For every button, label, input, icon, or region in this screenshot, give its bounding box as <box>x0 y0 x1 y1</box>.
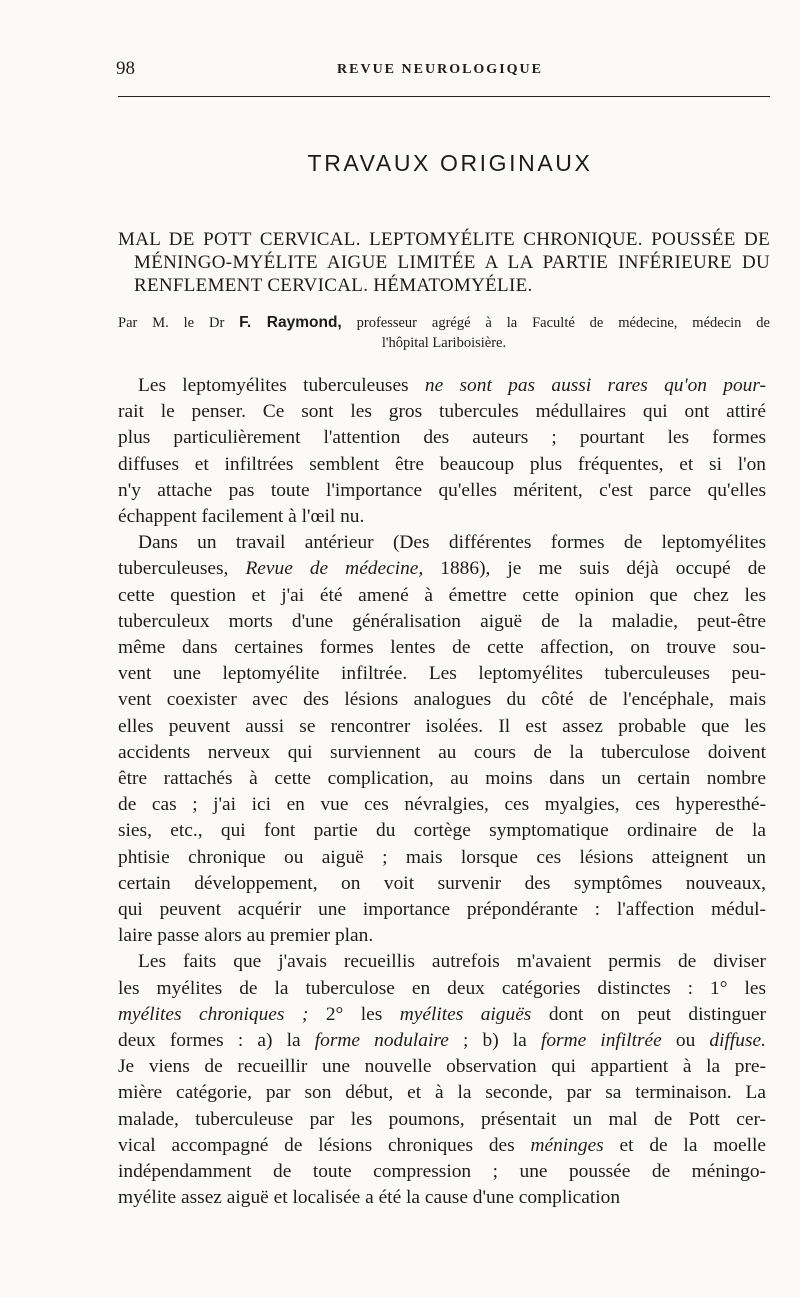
text-segment: plus particulièrement l'attention des auteurs ; pourtant les formes <box>118 427 766 449</box>
text-segment: et de la moelle <box>603 1134 766 1156</box>
text-line <box>118 871 766 897</box>
text-segment: phtisie chronique ou aiguë ; mais lorsque ces lésions atteignent un <box>118 846 766 868</box>
text-line <box>118 897 766 923</box>
article-title <box>118 228 770 297</box>
italic-text: myélites aiguës <box>399 1003 532 1025</box>
text-segment: n'y attache pas toute l'importance qu'elles méritent, c'est parce qu'elles <box>118 479 766 501</box>
text-segment: malade, tuberculeuse par les poumons, présentait un mal de Pott cer- <box>118 1108 766 1130</box>
article-title-line: RENFLEMENT CERVICAL. HÉMATOMYÉLIE. <box>134 275 533 296</box>
text-line <box>118 1002 766 1028</box>
text-segment: les myélites de la tuberculose en deux catégories distinctes : 1° les <box>118 977 766 999</box>
text-line <box>118 530 766 556</box>
text-line <box>118 923 766 949</box>
text-segment: échappent facilement à l'œil nu. <box>118 506 365 528</box>
author-affiliation: professeur agrégé à la Faculté de médecine, médecin de <box>341 315 770 331</box>
text-line <box>118 740 766 766</box>
text-segment: ou <box>661 1030 710 1052</box>
text-segment: accidents nerveux qui surviennent au cours de la tuberculose doivent <box>118 741 766 763</box>
text-segment: vical accompagné de lésions chroniques des <box>118 1134 531 1156</box>
text-segment: deux formes : a) la <box>118 1030 315 1052</box>
text-line <box>118 1054 766 1080</box>
text-segment: tuberculeuses, <box>118 558 246 580</box>
text-segment: être rattachés à cette complication, au moins dans un certain nombre <box>118 768 766 790</box>
text-segment: Les faits que j'avais recueillis autrefois m'avaient permis de diviser <box>138 951 766 973</box>
italic-text: forme infiltrée <box>540 1030 662 1052</box>
text-line <box>118 452 766 478</box>
text-segment: certain développement, on voit survenir des symptômes nouveaux, <box>118 872 766 894</box>
text-line <box>118 949 766 975</box>
article-title-line: MAL DE POTT CERVICAL. LEPTOMYÉLITE CHRONIQUE. POUSSÉE DE <box>118 229 770 250</box>
paragraph <box>118 373 766 530</box>
text-line <box>118 1185 766 1211</box>
text-line <box>118 1107 766 1133</box>
text-line <box>118 1133 766 1159</box>
text-line <box>118 1159 766 1185</box>
text-line <box>118 425 766 451</box>
text-segment: myélite assez aiguë et localisée a été la cause d'une complication <box>118 1187 621 1209</box>
text-segment: rait le penser. Ce sont les gros tubercules médullaires qui ont attiré <box>118 401 766 423</box>
text-line <box>118 845 766 871</box>
text-segment: Dans un travail antérieur (Des différentes formes de leptomyélites <box>138 532 766 554</box>
text-line <box>118 478 766 504</box>
text-segment: tuberculeux morts d'une généralisation aiguë de la maladie, peut-être <box>118 610 766 632</box>
italic-text: forme nodulaire <box>314 1030 449 1052</box>
paragraph <box>118 530 766 949</box>
text-segment: vent coexister avec des lésions analogues du côté de l'encéphale, mais <box>118 689 766 711</box>
text-segment: indépendamment de toute compression ; une poussée de méningo- <box>118 1161 766 1183</box>
article-body <box>118 373 766 1212</box>
text-line <box>118 818 766 844</box>
text-line <box>118 1080 766 1106</box>
text-segment: qui peuvent acquérir une importance prépondérante : l'affection médul- <box>118 899 766 921</box>
text-segment: même dans certaines formes lentes de cette affection, on trouve sou- <box>118 637 766 659</box>
header-rule <box>118 96 770 97</box>
article-title-line: MÉNINGO-MYÉLITE AIGUE LIMITÉE A LA PARTIE INFÉRIEURE DU <box>134 252 770 273</box>
byline-line <box>118 313 770 333</box>
text-line <box>118 976 766 1002</box>
text-line <box>118 661 766 687</box>
page-number: 98 <box>116 58 135 79</box>
text-line <box>118 373 766 399</box>
byline <box>118 313 770 353</box>
text-segment: Les leptomyélites tuberculeuses <box>138 375 425 396</box>
text-line <box>118 714 766 740</box>
italic-text: ne sont pas aussi rares qu'on pour- <box>424 375 766 396</box>
text-segment: cette question et j'ai été amené à émettre cette opinion que chez les <box>118 584 766 606</box>
text-segment: 2° les <box>308 1003 400 1025</box>
paragraph <box>118 949 766 1211</box>
italic-text: Revue de médecine, <box>245 558 424 580</box>
text-segment: laire passe alors au premier plan. <box>118 925 374 947</box>
text-segment: diffuses et infiltrées semblent être beaucoup plus fréquentes, et si l'on <box>118 453 766 475</box>
italic-text: méninges <box>530 1134 604 1156</box>
text-segment: sies, etc., qui font partie du cortège symptomatique ordinaire de la <box>118 820 766 842</box>
text-line <box>118 766 766 792</box>
text-line <box>118 399 766 425</box>
text-line <box>118 792 766 818</box>
text-line <box>118 583 766 609</box>
text-segment: Je viens de recueillir une nouvelle observation qui appartient à la pre- <box>118 1056 766 1078</box>
text-segment: dont on peut distinguer <box>531 1003 766 1025</box>
text-segment: ; b) la <box>448 1030 541 1052</box>
text-segment: elles peuvent aussi se rencontrer isolées. Il est assez probable que les <box>118 715 766 737</box>
text-segment: mière catégorie, par son début, et à la seconde, par sa terminaison. La <box>118 1082 766 1104</box>
running-head: REVUE NEUROLOGIQUE <box>337 62 543 77</box>
byline-prefix: Par M. le Dr <box>118 315 240 331</box>
text-segment: de cas ; j'ai ici en vue ces névralgies, ces myalgies, ces hyperesthé- <box>118 794 766 816</box>
italic-text: myélites chroniques ; <box>118 1003 309 1025</box>
text-line <box>118 635 766 661</box>
text-segment: 1886), je me suis déjà occupé de <box>423 558 766 580</box>
section-title: TRAVAUX ORIGINAUX <box>307 150 593 176</box>
text-line <box>118 1028 766 1054</box>
text-segment: vent une leptomyélite infiltrée. Les leptomyélites tuberculeuses peu- <box>118 663 766 685</box>
text-line <box>118 556 766 582</box>
text-line <box>118 609 766 635</box>
text-line <box>118 504 766 530</box>
byline-line: l'hôpital Lariboisière. <box>381 335 507 351</box>
author-name: F. Raymond, <box>239 314 342 331</box>
text-line <box>118 687 766 713</box>
italic-text: diffuse. <box>709 1030 766 1052</box>
